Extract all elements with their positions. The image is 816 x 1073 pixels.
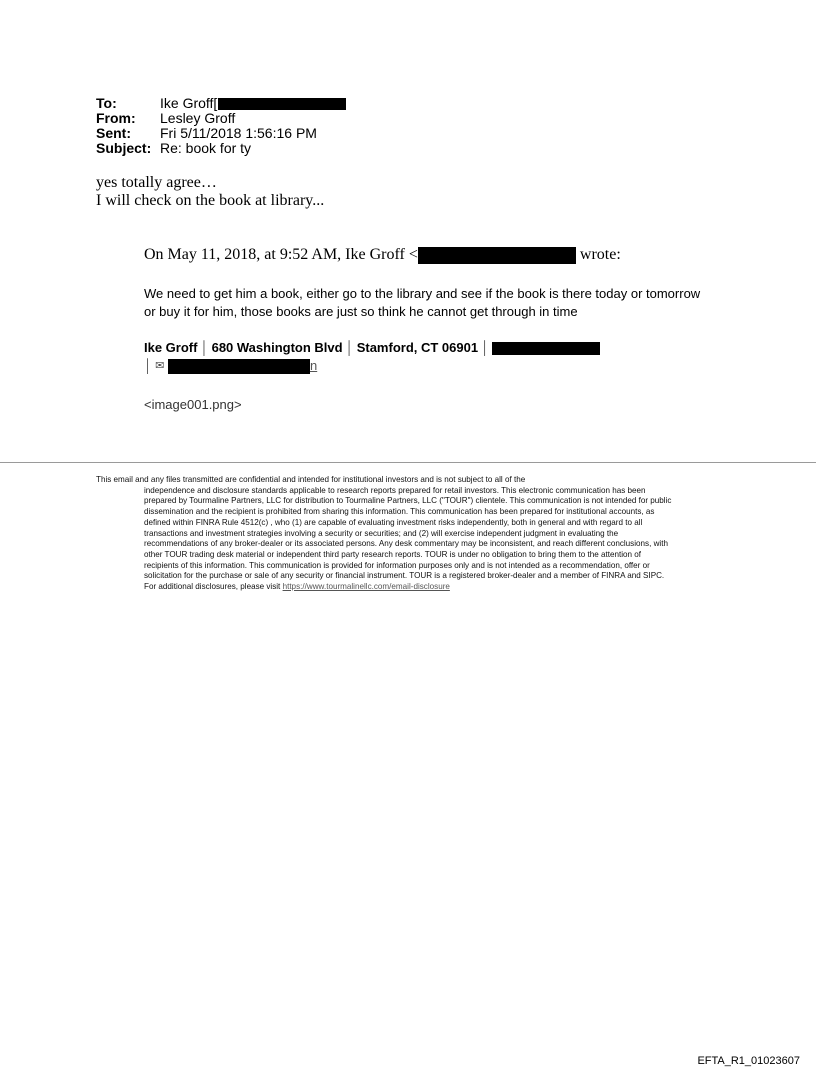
sig-name: Ike Groff	[144, 340, 198, 355]
divider: │	[144, 358, 153, 373]
signature-line-2	[144, 357, 600, 375]
from-value: Lesley Groff	[160, 110, 236, 126]
document-id: EFTA_R1_01023607	[697, 1055, 800, 1067]
redaction-bar	[218, 98, 346, 110]
from-row	[96, 111, 346, 126]
reply-body	[96, 174, 324, 210]
disclaimer-first-line: This email and any files transmitted are confidential and intended for institutional investors and is not subject to all of the	[96, 475, 526, 484]
from-label: From:	[96, 110, 136, 126]
to-name: Ike Groff[	[160, 95, 218, 111]
to-value	[160, 96, 346, 111]
redaction-bar	[168, 359, 310, 374]
signature	[144, 339, 600, 375]
subject-label: Subject:	[96, 140, 152, 156]
subject-value: Re: book for ty	[160, 140, 252, 156]
quoted-message: We need to get him a book, either go to the library and see if the book is there today or tomorrow or buy it for him, those books are just so think he cannot get through in time	[144, 286, 701, 319]
divider-line	[0, 462, 816, 463]
divider: │	[200, 340, 209, 355]
sig-email-tail: n	[309, 358, 318, 373]
redaction-bar	[492, 342, 600, 355]
image-attachment-ref: <image001.png>	[144, 397, 242, 412]
sig-city: Stamford, CT 06901	[356, 340, 479, 355]
subject-row	[96, 141, 346, 156]
envelope-icon: ✉	[155, 360, 165, 372]
disclosure-link[interactable]: https://www.tourmalinellc.com/email-disclosure	[282, 582, 450, 592]
quoted-intro-suffix: wrote:	[579, 246, 621, 263]
quoted-intro	[144, 246, 621, 264]
disclaimer	[96, 475, 676, 593]
to-row	[96, 96, 346, 111]
sig-address: 680 Washington Blvd	[211, 340, 343, 355]
sent-row	[96, 126, 346, 141]
reply-line-2: I will check on the book at library...	[96, 192, 325, 209]
divider: │	[345, 340, 354, 355]
reply-line-1: yes totally agree…	[96, 174, 217, 191]
disclaimer-text: independence and disclosure standards applicable to research reports prepared for retail investors. This electronic communication has been prepared by Tourmaline Partners, LLC for distribution to Tourmaline Partners, LLC ("TOUR") clientele. This communication is not intended for public dissemination and the recipient is prohibited from sharing this information. This communication has been prepared for institutional accounts, as defined within FINRA Rule 4512(c) , who (1) are capable of evaluating investment risks independently, both in general and with regard to all transactions and investment strategies involving a security or securities; and (2) will exercise independent judgment in evaluating the recommendations of any broker-dealer or its associated persons. Any desk commentary may be inconsistent, and reach different conclusions, with other TOUR trading desk material or independent third party research reports. TOUR is under no obligation to bring them to the attention of recipients of this information. This communication is provided for information purposes only and is not intended as a recommendation, offer or solicitation for the purchase or sale of any security or financial instrument. TOUR is a registered broker-dealer and a member of FINRA and SIPC. For additional disclosures, please visit	[144, 485, 672, 592]
sent-value: Fri 5/11/2018 1:56:16 PM	[160, 125, 317, 141]
quoted-intro-prefix: On May 11, 2018, at 9:52 AM, Ike Groff <	[144, 246, 418, 263]
signature-line-1	[144, 339, 600, 357]
disclaimer-body	[96, 486, 676, 593]
sent-label: Sent:	[96, 125, 131, 141]
email-header	[96, 96, 346, 156]
redaction-bar	[418, 247, 576, 264]
to-label: To:	[96, 95, 117, 111]
divider: │	[481, 340, 490, 355]
